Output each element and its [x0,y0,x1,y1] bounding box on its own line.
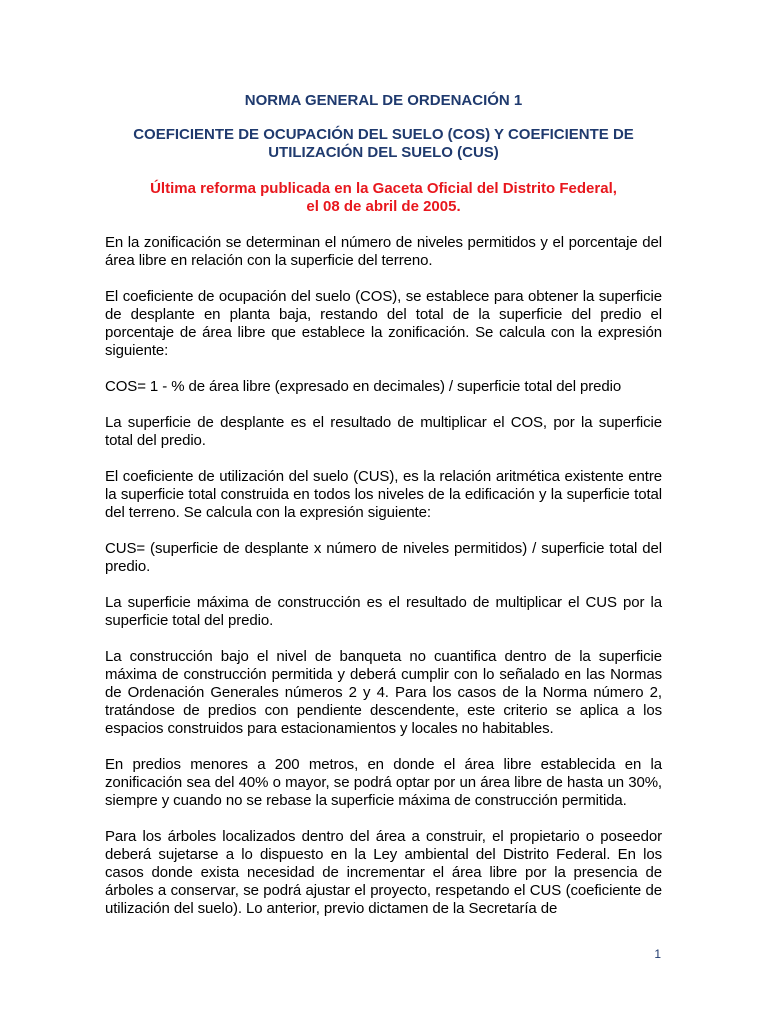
paragraph-predios-menores: En predios menores a 200 metros, en donde el área libre establecida en la zonificación sea del 40% o mayor, se podrá optar por un área libre de hasta un 30%, siempre y cuando no se rebase la superficie máxima de construcción permitida. [105,756,662,809]
document-title: NORMA GENERAL DE ORDENACIÓN 1 [244,92,523,109]
paragraph-arboles: Para los árboles localizados dentro del área a construir, el propietario o poseedor deberá sujetarse a lo dispuesto en la Ley ambiental del Distrito Federal. En los casos donde exista necesidad de incrementar el área libre por la presencia de árboles a conservar, se podrá ajustar el proyecto, respetando el CUS (coeficiente de utilización del suelo). Lo anterior, previo dictamen de la Secretaría de [105,828,662,917]
paragraph-superficie-desplante: La superficie de desplante es el resultado de multiplicar el COS, por la superficie total del predio. [105,414,662,449]
reform-notice [105,180,662,216]
paragraph-superficie-maxima: La superficie máxima de construcción es el resultado de multiplicar el CUS por la superficie total del predio. [105,594,662,629]
formula-cos: COS= 1 - % de área libre (expresado en decimales) / superficie total del predio [105,378,622,395]
reform-notice-line-1: Última reforma publicada en la Gaceta Oficial del Distrito Federal, [150,180,617,197]
document-subtitle: COEFICIENTE DE OCUPACIÓN DEL SUELO (COS) Y COEFICIENTE DE UTILIZACIÓN DEL SUELO (CUS) [133,126,634,161]
document-content [105,92,662,936]
paragraph-cos-definition: El coeficiente de ocupación del suelo (COS), se establece para obtener la superficie de desplante en planta baja, restando del total de la superficie del predio el porcentaje de área libre que establece la zonificación. Se calcula con la expresión siguiente: [105,288,662,359]
page-number: 1 [654,947,661,961]
reform-notice-line-2: el 08 de abril de 2005. [306,198,461,215]
paragraph-zonificacion: En la zonificación se determinan el número de niveles permitidos y el porcentaje del área libre en relación con la superficie del terreno. [105,234,662,269]
formula-cus: CUS= (superficie de desplante x número de niveles permitidos) / superficie total del predio. [105,540,662,575]
paragraph-cus-definition: El coeficiente de utilización del suelo (CUS), es la relación aritmética existente entre la superficie total construida en todos los niveles de la edificación y la superficie total del terreno. Se calcula con la expresión siguiente: [105,468,662,521]
paragraph-construccion-banqueta: La construcción bajo el nivel de banqueta no cuantifica dentro de la superficie máxima de construcción permitida y deberá cumplir con lo señalado en las Normas de Ordenación Generales números 2 y 4. Para los casos de la Norma número 2, tratándose de predios con pendiente descendente, este criterio se aplica a los espacios construidos para estacionamientos y locales no habitables. [105,648,662,737]
